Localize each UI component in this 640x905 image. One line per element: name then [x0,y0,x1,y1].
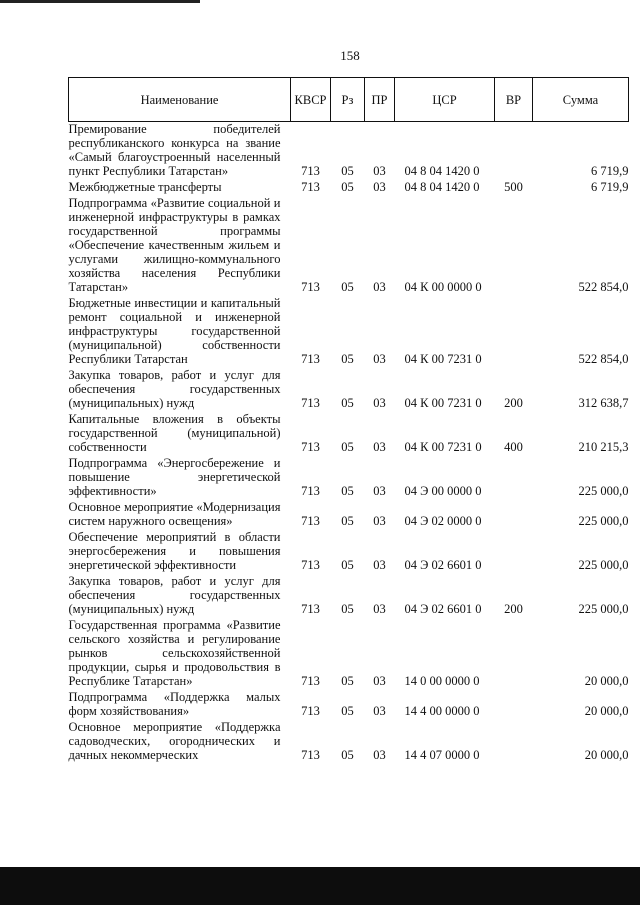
row-name: Основное мероприятие «Поддержка садоводческих, огороднических и дачных некоммерческих [68,720,281,762]
row-rz: 05 [341,280,354,294]
row-csr: 04 К 00 0000 0 [404,280,482,294]
row-vr: 400 [504,440,523,454]
row-pr: 03 [373,558,386,572]
row-rz: 05 [341,558,354,572]
row-pr: 03 [373,396,386,410]
header-rz: Рз [331,78,365,122]
row-csr: 14 4 00 0000 0 [404,704,480,718]
row-csr: 04 8 04 1420 0 [404,164,480,178]
row-csr: 04 К 00 7231 0 [404,440,482,454]
row-rz: 05 [341,514,354,528]
row-pr: 03 [373,280,386,294]
row-name: Подпрограмма «Энергосбережение и повышение энергетической эффективности» [68,456,281,498]
row-rz: 05 [341,674,354,688]
row-sum: 6 719,9 [591,164,629,178]
row-vr: 500 [504,180,523,194]
row-sum: 225 000,0 [578,484,629,498]
row-vr [495,500,533,530]
row-sum: 225 000,0 [578,602,629,616]
page-number: 158 [340,48,360,63]
row-vr [495,618,533,690]
table-row [69,368,629,412]
row-name: Закупка товаров, работ и услуг для обеспечения государственных (муниципальных) нужд [68,574,281,616]
row-csr: 04 Э 00 0000 0 [404,484,482,498]
row-kvsr: 713 [301,352,320,366]
row-name: Обеспечение мероприятий в области энергосбережения и повышения энергетической эффективности [68,530,281,572]
table-row [69,296,629,368]
row-sum: 225 000,0 [578,558,629,572]
row-kvsr: 713 [301,674,320,688]
table-row [69,530,629,574]
row-vr [495,122,533,181]
row-rz: 05 [341,484,354,498]
row-pr: 03 [373,514,386,528]
row-name: Закупка товаров, работ и услуг для обеспечения государственных (муниципальных) нужд [68,368,281,410]
header-pr: ПР [365,78,395,122]
row-sum: 522 854,0 [578,280,629,294]
row-rz: 05 [341,440,354,454]
row-vr [495,530,533,574]
row-pr: 03 [373,704,386,718]
row-kvsr: 713 [301,704,320,718]
row-sum: 20 000,0 [584,748,629,762]
table-row [69,500,629,530]
row-csr: 04 Э 02 0000 0 [404,514,482,528]
row-vr: 200 [504,396,523,410]
scan-edge-line [0,0,200,3]
row-vr [495,196,533,296]
row-rz: 05 [341,180,354,194]
row-kvsr: 713 [301,280,320,294]
table-body [69,122,629,765]
row-name: Подпрограмма «Поддержка малых форм хозяйствования» [68,690,281,718]
row-kvsr: 713 [301,484,320,498]
row-kvsr: 713 [301,180,320,194]
header-kvsr: КВСР [291,78,331,122]
row-rz: 05 [341,396,354,410]
row-pr: 03 [373,180,386,194]
row-sum: 225 000,0 [578,514,629,528]
header-sum: Сумма [533,78,629,122]
table-row [69,180,629,196]
row-sum: 210 215,3 [578,440,629,454]
row-csr: 14 4 07 0000 0 [404,748,480,762]
row-rz: 05 [341,164,354,178]
row-kvsr: 713 [301,748,320,762]
row-pr: 03 [373,352,386,366]
row-pr: 03 [373,440,386,454]
row-pr: 03 [373,674,386,688]
row-kvsr: 713 [301,440,320,454]
row-vr [495,456,533,500]
row-sum: 20 000,0 [584,674,629,688]
row-rz: 05 [341,602,354,616]
table-row [69,574,629,618]
budget-table [68,77,629,764]
table-row [69,122,629,181]
row-csr: 04 Э 02 6601 0 [404,602,482,616]
row-csr: 04 8 04 1420 0 [404,180,480,194]
table-row [69,618,629,690]
row-kvsr: 713 [301,514,320,528]
row-pr: 03 [373,602,386,616]
row-csr: 04 К 00 7231 0 [404,352,482,366]
row-csr: 04 Э 02 6601 0 [404,558,482,572]
row-vr: 200 [504,602,523,616]
row-name: Бюджетные инвестиции и капитальный ремонт социальной и инженерной инфраструктуры государственной (муниципальной) собственности Республики Татарстан [68,296,281,366]
row-vr [495,720,533,764]
row-csr: 14 0 00 0000 0 [404,674,480,688]
row-name: Межбюджетные трансферты [68,180,222,194]
table-row [69,690,629,720]
row-name: Основное мероприятие «Модернизация систем наружного освещения» [68,500,281,528]
row-name: Капитальные вложения в объекты государственной (муниципальной) собственности [68,412,281,454]
row-pr: 03 [373,748,386,762]
row-name: Государственная программа «Развитие сельского хозяйства и регулирование рынков сельскохозяйственной продукции, сырья и продовольствия в Республике Татарстан» [68,618,281,688]
header-csr: ЦСР [395,78,495,122]
row-pr: 03 [373,164,386,178]
row-name: Премирование победителей республиканского конкурса на звание «Самый благоустроенный населенный пункт Республики Татарстан» [68,122,281,178]
table-row [69,720,629,764]
row-vr [495,296,533,368]
table-row [69,456,629,500]
row-name: Подпрограмма «Развитие социальной и инженерной инфраструктуры в рамках государственной программы «Обеспечение качественным жильем и услугами жилищно-коммунального хозяйства населения Республики Татарстан» [68,196,281,294]
row-kvsr: 713 [301,602,320,616]
row-csr: 04 К 00 7231 0 [404,396,482,410]
row-kvsr: 713 [301,396,320,410]
row-sum: 20 000,0 [584,704,629,718]
row-rz: 05 [341,748,354,762]
row-kvsr: 713 [301,164,320,178]
row-kvsr: 713 [301,558,320,572]
row-pr: 03 [373,484,386,498]
scan-bottom-bar [0,867,640,905]
table-header [69,78,629,122]
header-name: Наименование [69,78,291,122]
row-sum: 312 638,7 [578,396,629,410]
row-rz: 05 [341,704,354,718]
row-vr [495,690,533,720]
table-row [69,412,629,456]
row-sum: 6 719,9 [591,180,629,194]
header-vr: ВР [495,78,533,122]
row-sum: 522 854,0 [578,352,629,366]
table-row [69,196,629,296]
row-rz: 05 [341,352,354,366]
